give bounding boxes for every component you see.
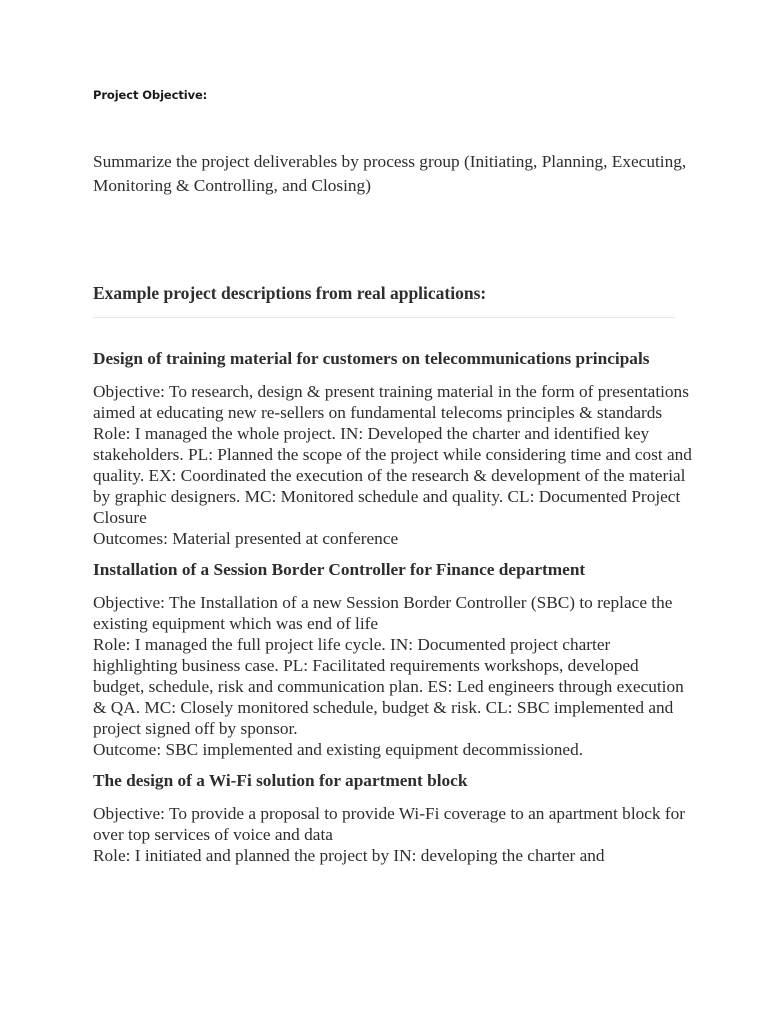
project-title: Design of training material for customers on telecommunications principals [93, 349, 650, 368]
project-body [93, 592, 693, 760]
project-role: Role: I managed the whole project. IN: Developed the charter and identified key stakeholders. PL: Planned the scope of the project while considering time and cost and quality. EX: Coordinated the execution of the research & development of the material by graphic designers. MC: Monitored schedule and quality. CL: Documented Project Closure [93, 424, 692, 527]
project-body [93, 803, 693, 866]
intro-paragraph: Summarize the project deliverables by process group (Initiating, Planning, Executing, Monitoring & Controlling, and Closing) [93, 152, 687, 195]
project-list [93, 348, 693, 876]
section-divider [93, 317, 675, 318]
project-role: Role: I initiated and planned the project by IN: developing the charter and [93, 846, 605, 865]
project-body [93, 381, 693, 549]
project-item [93, 770, 693, 866]
examples-heading: Example project descriptions from real applications: [93, 283, 487, 303]
project-objective: Objective: To research, design & present training material in the form of presentations aimed at educating new re-sellers on fundamental telecoms principles & standards [93, 382, 689, 422]
project-outcome: Outcome: SBC implemented and existing equipment decommissioned. [93, 740, 584, 759]
project-objective: Objective: To provide a proposal to provide Wi-Fi coverage to an apartment block for over top services of voice and data [93, 804, 686, 844]
project-title: Installation of a Session Border Controller for Finance department [93, 560, 586, 579]
project-title: The design of a Wi-Fi solution for apartment block [93, 771, 468, 790]
project-item [93, 559, 693, 760]
project-item [93, 348, 693, 549]
project-objective: Objective: The Installation of a new Session Border Controller (SBC) to replace the existing equipment which was end of life [93, 593, 673, 633]
project-outcome: Outcomes: Material presented at conference [93, 529, 399, 548]
project-role: Role: I managed the full project life cycle. IN: Documented project charter highlighting business case. PL: Facilitated requirements workshops, developed budget, schedule, risk and communication plan. ES: Led engineers through execution & QA. MC: Closely monitored schedule, budget & risk. CL: SBC implemented and project signed off by sponsor. [93, 635, 684, 738]
project-objective-heading: Project Objective: [93, 88, 208, 102]
